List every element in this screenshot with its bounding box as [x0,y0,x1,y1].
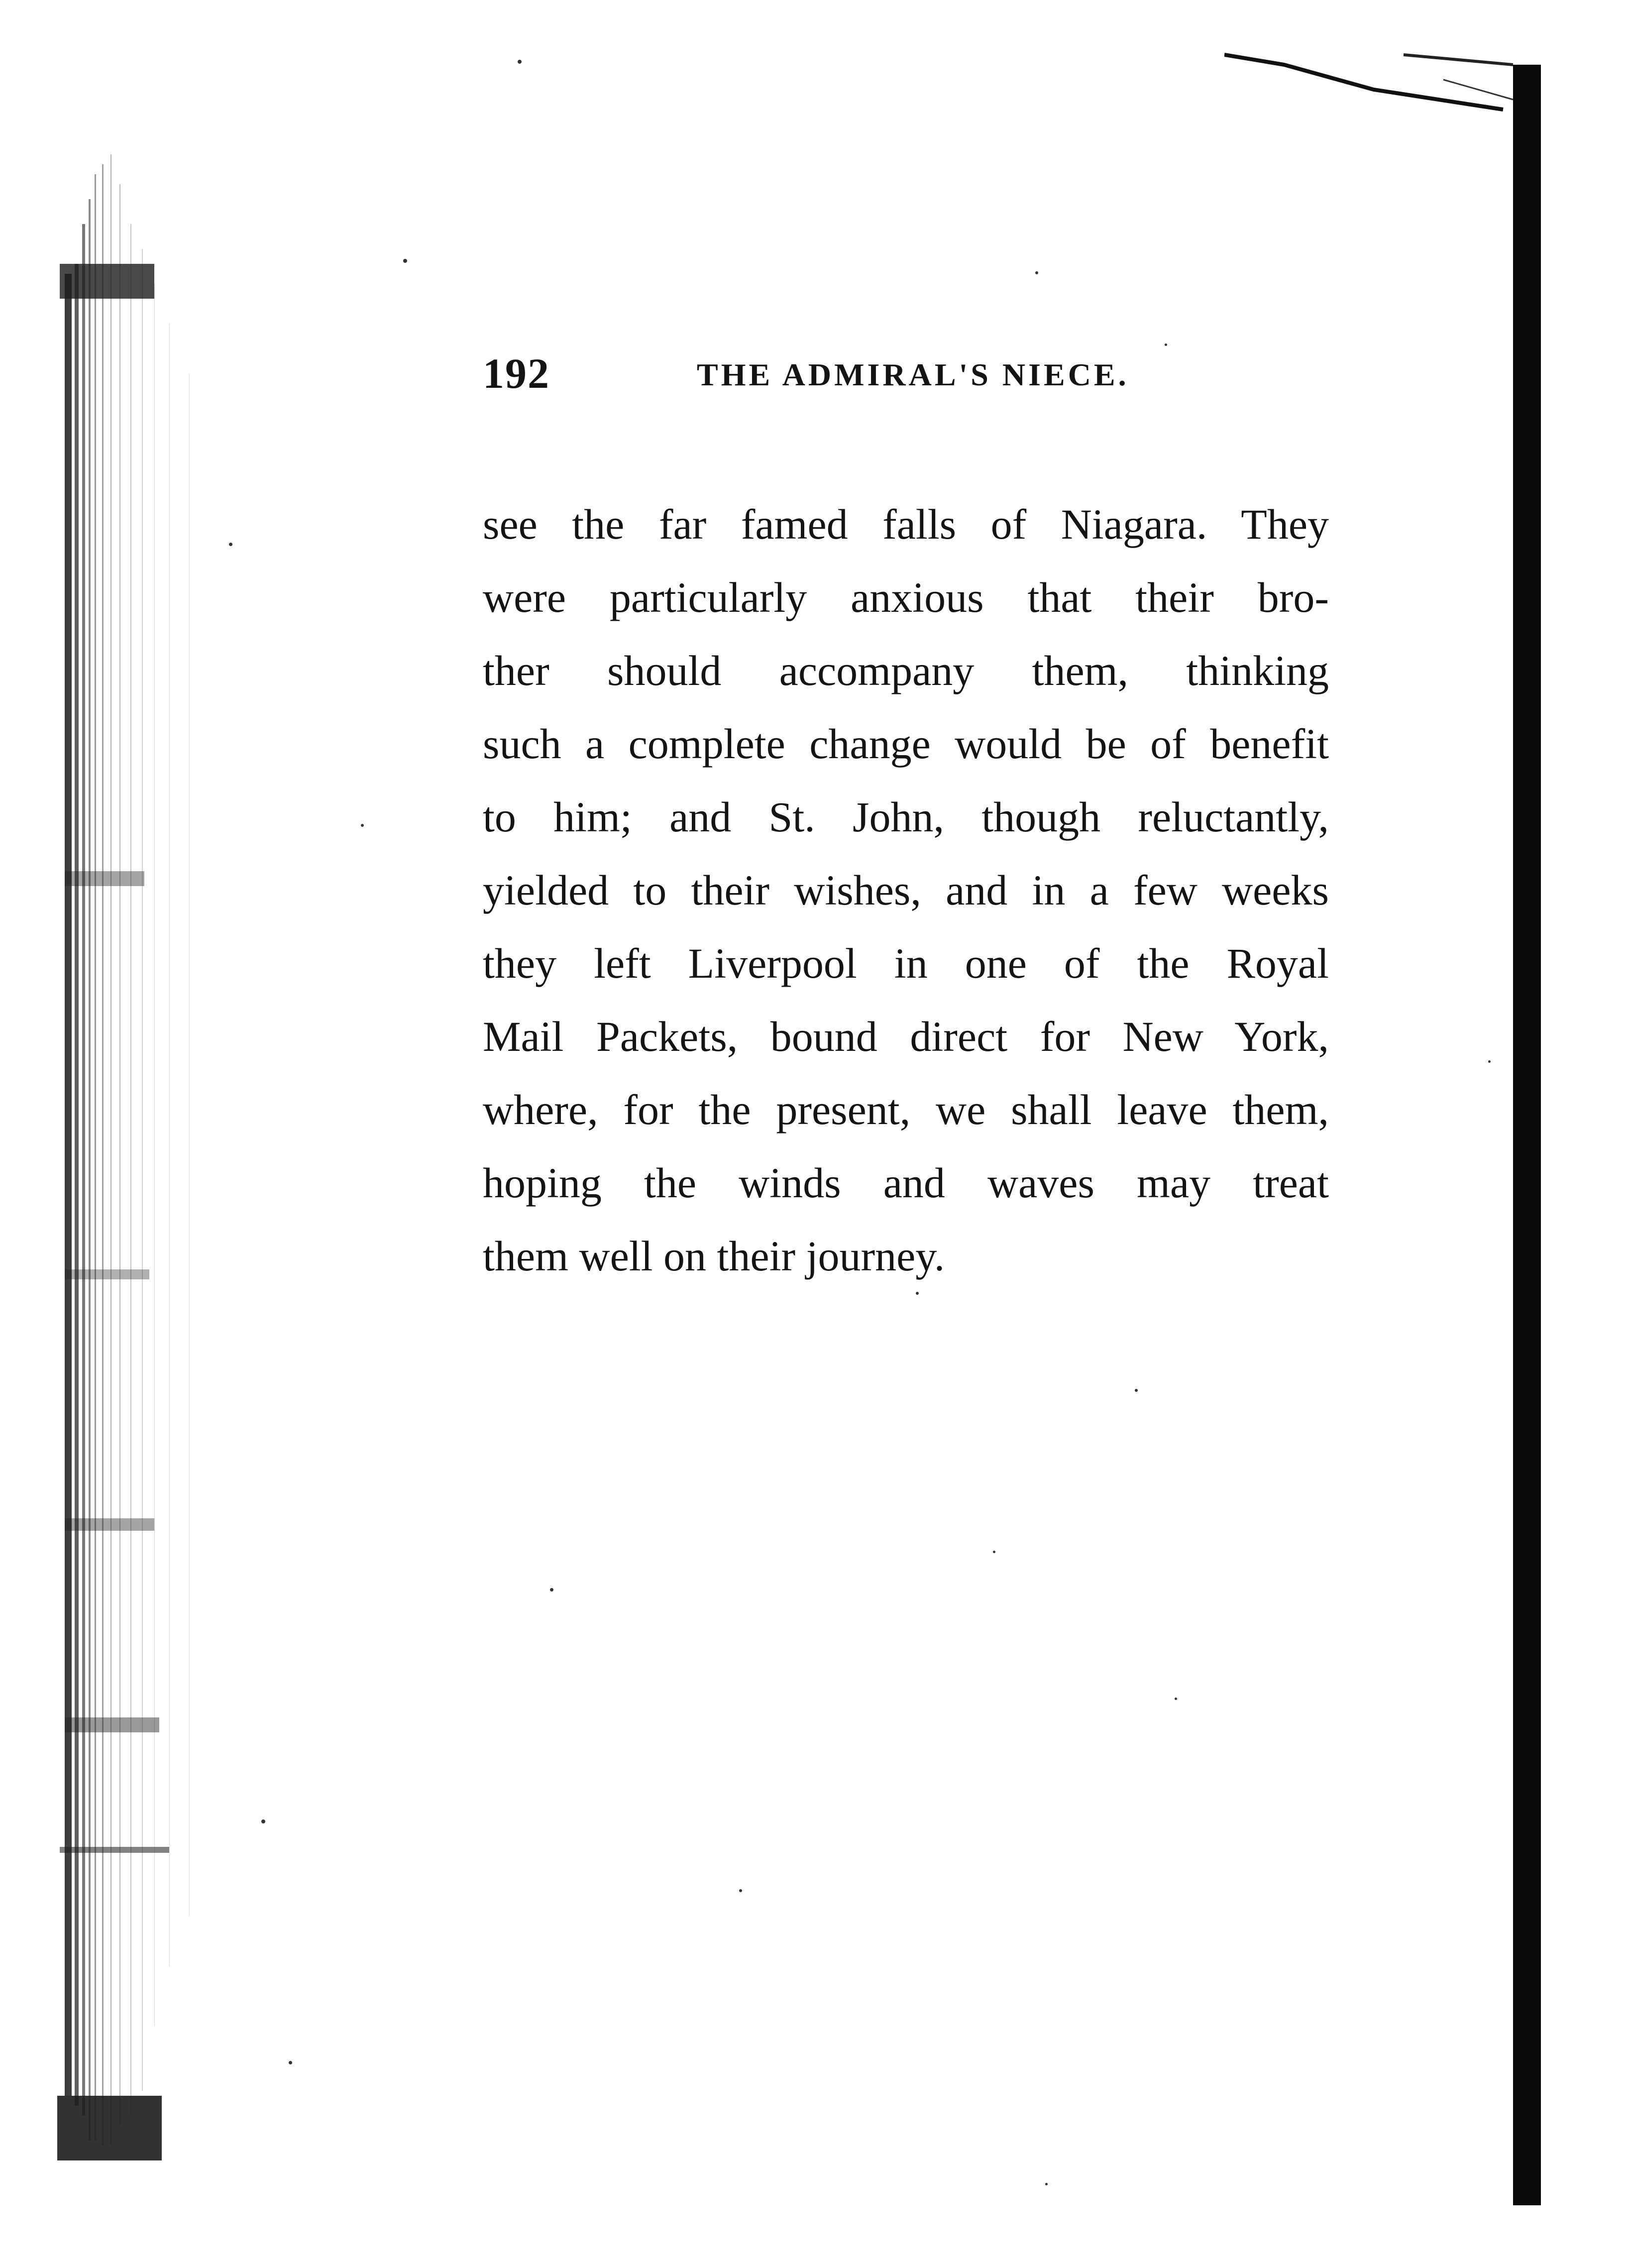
running-title: THE ADMIRAL'S NIECE. [697,357,1129,392]
scan-speck [1175,1698,1177,1700]
text-line: Mail Packets, bound direct for New York, [483,1013,1329,1060]
page-edge-bar [1513,65,1541,2205]
text-line: see the far famed falls of Niagara. They [483,500,1329,548]
binding-shadow [0,75,239,2205]
scan-speck [993,1551,995,1553]
body-paragraph [483,488,1329,1293]
scan-speck [916,1292,919,1295]
text-line: them well on their journey. [483,1232,945,1280]
text-line: were particularly anxious that their bro- [483,573,1329,621]
scan-speck [229,543,232,546]
scan-speck [289,2061,292,2064]
scan-speck [1035,271,1038,274]
scan-speck [1045,2183,1048,2185]
scan-speck [403,259,407,263]
text-line: hoping the winds and waves may treat [483,1159,1329,1207]
scan-speck [550,1588,553,1591]
edge-scratch [1224,45,1543,154]
running-head [483,348,1289,408]
scan-speck [1135,1389,1138,1392]
text-line: such a complete change would be of benefit [483,720,1329,768]
scan-speck [518,60,522,64]
scan-speck [261,1819,265,1823]
text-line: yielded to their wishes, and in a few weeks [483,866,1329,914]
text-line: where, for the present, we shall leave them, [483,1086,1329,1134]
scan-speck [739,1889,742,1892]
text-line: to him; and St. John, though reluctantly, [483,793,1329,841]
text-line: they left Liverpool in one of the Royal [483,939,1329,987]
page-number: 192 [483,349,550,397]
scan-speck [1488,1060,1491,1063]
scan-speck [361,824,364,827]
text-line: ther should accompany them, thinking [483,647,1329,694]
scan-speck [1165,343,1167,346]
